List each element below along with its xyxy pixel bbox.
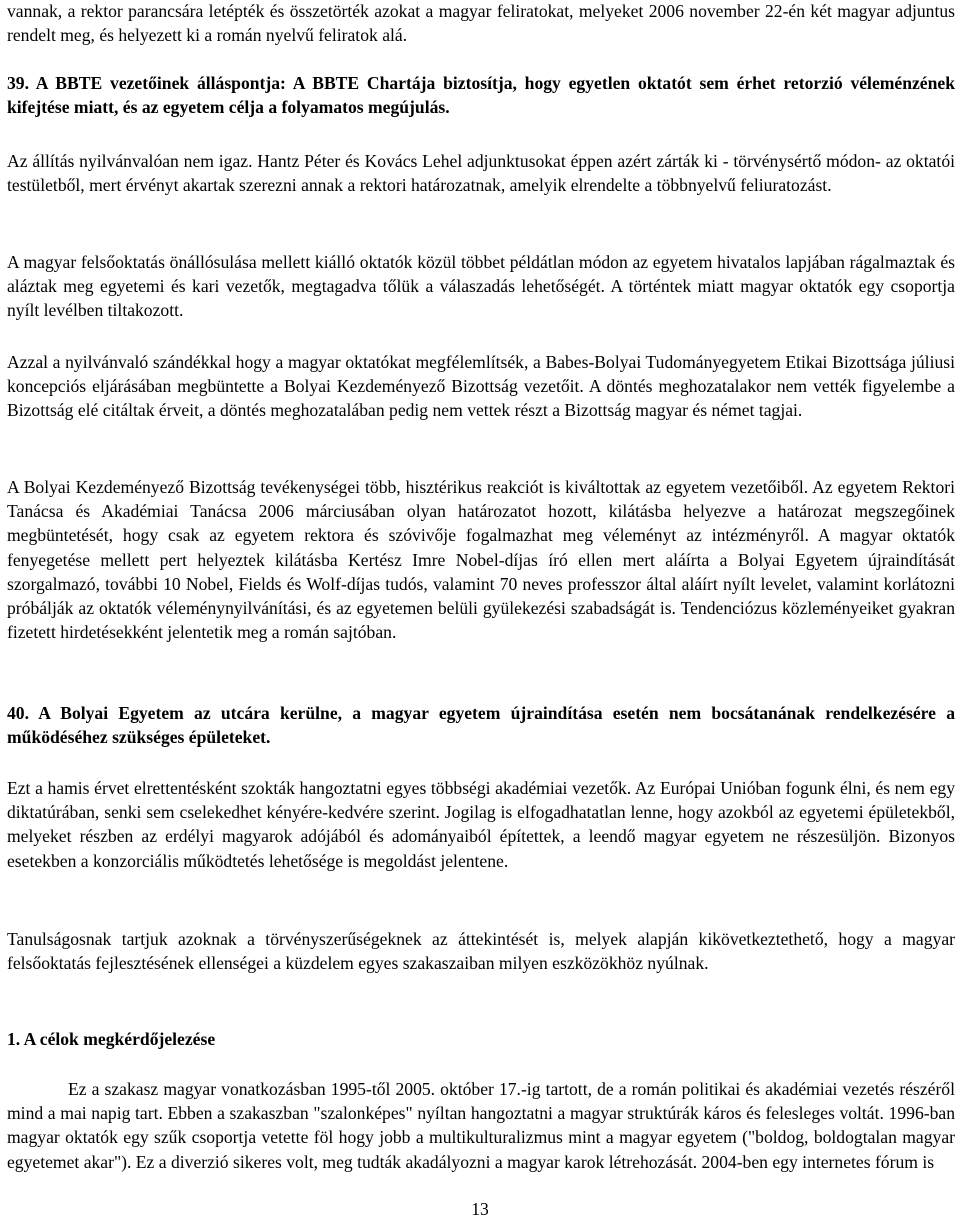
paragraph-ethics-committee: Azzal a nyilvánvaló szándékkal hogy a magyar oktatókat megfélemlítsék, a Babes-Bolyai Tudományegyetem Etikai Bizottsága júliusi koncepciós eljárásában megbüntette a Bolyai Kezdeményező Bizottság vezetőit. A döntés meghozatalakor nem vették figyelembe a Bizottság elé citáltak érveit, a döntés meghozatalában pedig nem vettek részt a Bizottság magyar és német tagjai. [7, 352, 955, 421]
paragraph-rebuttal-39: Az állítás nyilvánvalóan nem igaz. Hantz Péter és Kovács Lehel adjunktusokat éppen azért zárták ki - törvénysértő módon- az oktatói testületből, mert érvényt akartak szerezni annak a rektori határozatnak, amelyik elrendelte a többnyelvű feliuratozást. [7, 151, 955, 196]
paragraph-slander: A magyar felsőoktatás önállósulása mellett kiálló oktatók közül többet példátlan módon az egyetem hivatalos lapjában rágalmaztak és aláztak meg egyetemi és kari vezetők, megtagadva tőlük a válaszadás lehetőségét. A történtek miatt magyar oktatók egy csoportja nyílt levélben tiltakozott. [7, 252, 955, 321]
page-number: 13 [471, 1199, 489, 1219]
paragraph-buildings: Ezt a hamis érvet elrettentésként szokták hangoztatni egyes többségi akadémiai vezetők. Az Európai Unióban fogunk élni, és nem egy diktatúrában, senki sem cselekedhet kényére-kedvére szerint. Jogilag is elfogadhatatlan lenne, hogy azokból az egyetemi épületekből, melyeket részben az erdélyi magyarok adójából és adományaiból építettek, a leendő magyar egyetem ne részesüljön. Bizonyos esetekben a konzorciális működtetés lehetősége is megoldást jelentene. [7, 778, 955, 871]
section-40-heading: 40. A Bolyai Egyetem az utcára kerülne, a magyar egyetem újraindítása esetén nem bocsátanának rendelkezésére a működéséhez szükséges épületeket. [7, 703, 955, 748]
paragraph-lessons: Tanulságosnak tartjuk azoknak a törvényszerűségeknek az áttekintését is, melyek alapján kikövetkeztethető, hogy a magyar felsőoktatás fejlesztésének ellenségei a küzdelem egyes szakaszaiban milyen eszközökhöz nyúlnak. [7, 929, 955, 974]
section-39-heading: 39. A BBTE vezetőinek álláspontja: A BBTE Chartája biztosítja, hogy egyetlen oktatót sem érhet retorzió véleménzének kifejtése miatt, és az egyetem célja a folyamatos megújulás. [7, 73, 955, 118]
section-1-heading: 1. A célok megkérdőjelezése [7, 1029, 216, 1049]
paragraph-goals: Ez a szakasz magyar vonatkozásban 1995-től 2005. október 17.-ig tartott, de a román politikai és akadémiai vezetés részéről mind a mai napig tart. Ebben a szakaszban "szalonképes" nyíltan hangoztatni a magyar struktúrák káros és felesleges voltát. 1996-ban magyar oktatók egy szűk csoportja vetette föl hogy jobb a multikulturalizmus mint a magyar egyetem ("boldog, boldogtalan magyar egyetemet akar"). Ez a diverzió sikeres volt, meg tudták akadályozni a magyar karok létrehozását. 2004-ben egy internetes fórum is [7, 1079, 955, 1172]
paragraph-reactions: A Bolyai Kezdeményező Bizottság tevékenységei több, hisztérikus reakciót is kiváltottak az egyetem vezetőiből. Az egyetem Rektori Tanácsa és Akadémiai Tanácsa 2006 márciusában olyan határozatot hozott, kilátásba helyezve a határozat megszegőinek megbüntetését, hogy csak az egyetem rektora és szóvivője fogalmazhat meg véleményt az intézményről. A magyar oktatók fenyegetése mellett pert helyeztek kilátásba Kertész Imre Nobel-díjas író ellen mert aláírta a Bolyai Egyetem újraindítását szorgalmazó, további 10 Nobel, Fields és Wolf-díjas tudós, valamint 70 neves professzor által aláírt nyílt levelet, valamint korlátozni próbálják az oktatók véleménynyilvánítási, és az egyetemen belüli gyülekezési szabadságát is. Tendenciózus közleményeiket gyakran fizetett hirdetésekként jelentetik meg a román sajtóban. [7, 477, 955, 643]
paragraph-continued: vannak, a rektor parancsára letépték és összetörték azokat a magyar feliratokat, melyeket 2006 november 22-én két magyar adjuntus rendelt meg, és helyezett ki a román nyelvű feliratok alá. [7, 1, 955, 46]
